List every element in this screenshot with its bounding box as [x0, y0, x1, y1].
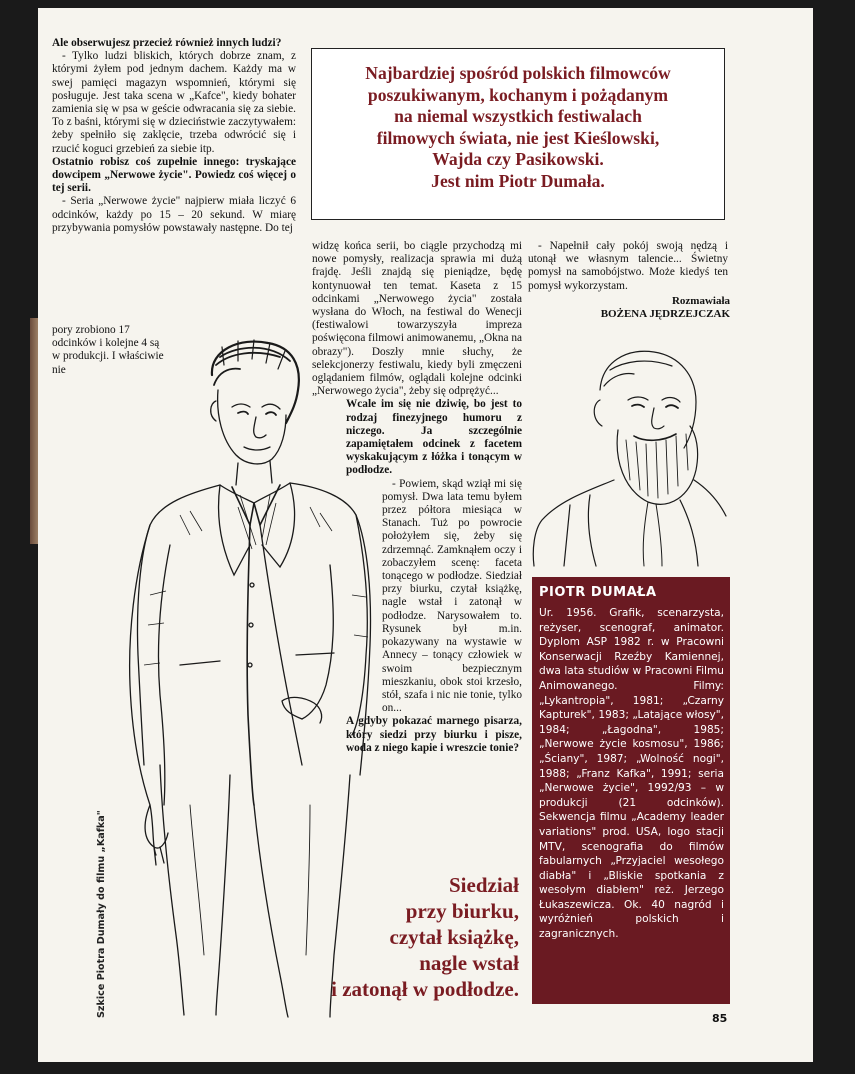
pull-quote-box [311, 48, 725, 220]
column-1-continued-text [52, 324, 164, 377]
highlight-quote-line: nagle wstał [419, 951, 519, 975]
credit-name: BOŻENA JĘDRZEJCZAK [600, 308, 730, 320]
illustration-caption: Szkice Piotra Dumały do filmu „Kafka" [96, 810, 107, 1018]
pull-quote-line: Najbardziej spośród polskich filmowców [365, 63, 671, 83]
bio-title: PIOTR DUMAŁA [539, 585, 657, 600]
answer-paragraph-continued: pory zrobiono 17 odcinków i kolejne 4 są w produkcji. I właściwie nie [52, 324, 164, 376]
pull-quote-line: Jest nim Piotr Dumała. [431, 170, 605, 191]
pull-quote-line: poszukiwanym, kochanym i pożądanym [367, 84, 669, 105]
highlight-quote [305, 872, 519, 1002]
answer-paragraph: widzę końca serii, bo ciągle przychodzą mi nowe pomysły, realizacja sprawia mi dużą frajdę. Jeśli znajdą się pieniądze, będę kontynuował ten temat. Kaseta z 15 odcinkami „Nerwowego życia" została wysłana do Włoch, na festiwal do Wenecji (festiwalowi towarzyszyła impreza poświęcona filmowi animowanemu, „Okna na obrazy"). Doszły mnie słuchy, że selekcjonerzy festiwalu, kiedy byli zmęczeni oglądaniem filmów, oglądali kolejne odcinki „Nerwowego życia", żeby się odprężyć... [312, 240, 522, 398]
column-1-text [52, 37, 296, 235]
pull-quote-line: na niemal wszystkich festiwalach [394, 106, 642, 127]
credit-label: Rozmawiała [671, 295, 730, 307]
pull-quote-line: filmowych świata, nie jest Kieślowski, [376, 127, 660, 148]
column-2-text [312, 240, 522, 755]
column-3-text [528, 240, 728, 293]
answer-paragraph: - Seria „Nerwowe życie" najpierw miała liczyć 6 odcinków, każdy po 15 – 20 sekund. W miarę przybywania pomysłów powstawały następne. Do tej [52, 195, 296, 234]
answer-paragraph: - Napełnił cały pokój swoją nędzą i utonął we własnym talencie... Świetny pomysł na samobójstwo. Może kiedyś ten pomysł wykorzystam. [528, 240, 728, 292]
question-paragraph: Ale obserwujesz przecież również innych ludzi? [52, 37, 282, 49]
answer-paragraph: - Powiem, skąd wziął mi się pomysł. Dwa lata temu byłem przez półtora miesiąca w Stanach. Tuż po powrocie położyłem się, żeby się zdrzemnąć. Zamknąłem oczy i zobaczyłem scenę: faceta tonącego w podłodze. Siedział przy biurku, czytał książkę, nagle wstał i zatonął w podłodze. Narysowałem to. Rysunek był m.in. pokazywany na wystawie w Annecy – tonący człowiek w swoim bezpiecznym mieszkaniu, obok stoi krzesło, stół, szafa i nic nie tonie, tylko on... [382, 477, 522, 715]
highlight-quote-line: czytał książkę, [389, 925, 519, 949]
question-paragraph: Wcale im się nie dziwię, bo jest to rodzaj finezyjnego humoru z niczego. Ja szczególnie zapamiętałem odcinek z facetem wyskakującym z łóżka i tonącym w podłodze. [346, 398, 522, 477]
highlight-quote-line: przy biurku, [405, 899, 519, 923]
question-paragraph: A gdyby pokazać marnego pisarza, który siedzi przy biurku i pisze, woda z niego kapie i wreszcie tonie? [346, 715, 522, 754]
page-number: 85 [712, 1012, 728, 1025]
highlight-quote-line: i zatonął w podłodze. [331, 977, 519, 1001]
bearded-man-sketch-illustration [530, 330, 730, 570]
pull-quote-line: Wajda czy Pasikowski. [432, 149, 604, 170]
bio-text: Ur. 1956. Grafik, scenarzysta, reżyser, scenograf, animator. Dyplom ASP 1982 r. w Pracowni Konserwacji Rzeźby Kamiennej, dwa lata studiów w Pracowni Filmu Animowanego. Filmy: „Lykantropia", 1981; „Czarny Kapturek", 1983; „Latające włosy", 1984; „Łagodna", 1985; „Nerwowe życie kosmosu", 1986; „Ściany", 1987; „Wolność nogi", 1988; „Franz Kafka", 1991; seria „Nerwowe życie", 1992/93 – w produkcji (21 odcinków). Sekwencja filmu „Academy leader variations" prod. USA, logo stacji MTV, scenografia do filmów fabularnych „Przyjaciel wesołego diabła" i „Bliskie spotkania z wesołym diabłem" reż. Jerzego Łukaszewicza. Ok. 40 nagród i wyróżnień polskich i zagranicznych. [539, 607, 724, 941]
question-paragraph: Ostatnio robisz coś zupełnie innego: tryskające dowcipem „Nerwowe życie". Powiedz coś więcej o tej serii. [52, 155, 296, 195]
highlight-quote-line: Siedział [448, 873, 519, 897]
interview-credit [580, 295, 730, 321]
answer-paragraph: - Tylko ludzi bliskich, których dobrze znam, z którymi żyłem pod jednym dachem. Każdy ma w swej pamięci magazyn wspomnień, którymi się posługuje. Jest taka scena w „Kafce", kiedy bohater zamienia się w psa w geście odwracania się za siebie. To z baśni, którymi się w dzieciństwie zaczytywałem: żeby spełniło się zaklęcie, trzeba odwrócić się i rzucić koguci grzebień za siebie itp. [52, 50, 296, 155]
bio-box [532, 577, 730, 1004]
